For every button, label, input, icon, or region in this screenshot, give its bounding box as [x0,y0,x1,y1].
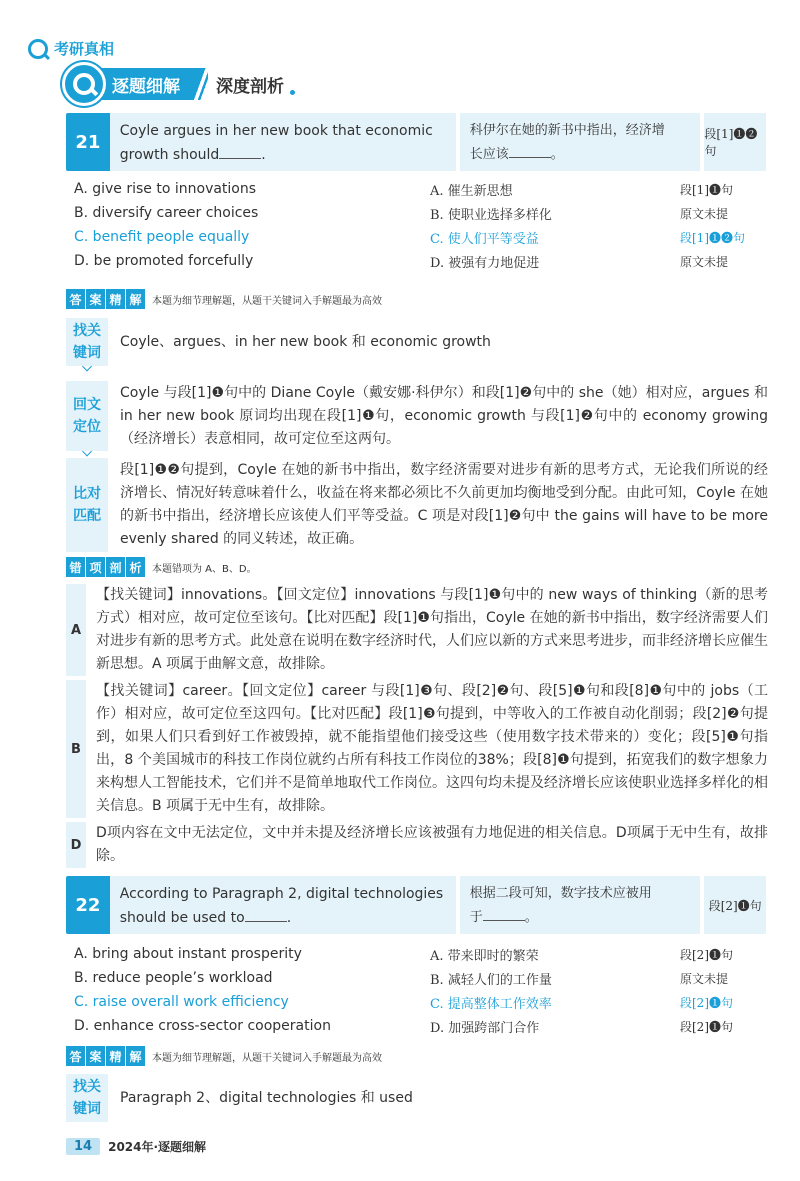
option-en: B. diversify career choices [74,205,259,221]
wrong-option-label: D [66,822,86,868]
banner-char: 答 [66,289,85,309]
option-location: 段[1]❶❷句 [680,230,745,245]
banner-char: 错 [66,557,85,577]
match-row [66,458,768,552]
stem-en-end: . [286,910,292,926]
answer-blank-cn [509,157,551,158]
stem-cn-line2: 长应该 [469,147,509,162]
stem-en-end: . [261,147,266,163]
answer-blank [245,921,287,922]
stem-en-line2: should be used to [119,910,245,926]
option-cn: D. 加强跨部门合作 [430,1020,540,1036]
section-subtitle: 深度剖析 [216,76,284,97]
label-line: 键词 [73,345,101,361]
question-number: 21 [66,113,110,171]
option-en: A. bring about instant prosperity [74,946,302,962]
question-22-options [74,942,764,1038]
keywords-label [66,1074,108,1122]
banner-note: 本题为细节理解题，从题干关键词入手解题最为高效 [152,1052,382,1064]
page-number: 14 [66,1138,100,1155]
option-row-correct [74,990,764,1014]
option-cn: B. 使职业选择多样化 [430,207,552,223]
keywords-row [66,1074,768,1122]
banner-char: 答 [66,1046,85,1066]
stem-en-line1: According to Paragraph 2, digital technologies [119,886,444,902]
option-location: 段[2]❶句 [680,995,733,1010]
magnifier-icon [62,62,106,106]
option-location: 原文未提 [680,206,729,221]
option-en: A. give rise to innovations [74,181,257,197]
keywords-row [66,318,768,366]
banner-char: 解 [126,289,145,309]
decor-dot [290,90,295,95]
question-21-options [74,177,764,273]
option-en: C. benefit people equally [74,229,250,245]
option-location: 原文未提 [680,971,729,986]
label-line: 回文 [73,397,101,413]
question-stem-en [110,113,456,171]
wrong-option-a [66,584,768,676]
option-row [74,1014,764,1038]
keywords-text [108,318,768,366]
wrong-options-banner [66,557,257,577]
banner-char: 项 [86,557,105,577]
stem-cn-line1: 根据二段可知，数字技术应被用 [469,886,652,901]
banner-note: 本题为细节理解题，从题干关键词入手解题最为高效 [152,295,382,307]
question-stem-cn [460,876,701,934]
match-text [108,458,768,552]
option-row [74,249,764,273]
banner-char: 析 [126,557,145,577]
option-en: C. raise overall work efficiency [74,994,289,1010]
stem-cn-line2: 于 [469,910,483,925]
answer-blank [219,158,261,159]
locate-row [66,381,768,451]
chevron-down-icon [82,447,92,457]
wrong-option-label: A [66,584,86,676]
answer-blank-cn [483,920,525,921]
label-line: 找关 [73,323,101,339]
option-en: D. be promoted forcefully [74,253,254,269]
option-location: 段[1]❶句 [680,182,733,197]
question-stem-en [110,876,456,934]
label-line: 键词 [73,1101,101,1117]
wrong-option-label: B [66,680,86,818]
option-cn: B. 减轻人们的工作量 [430,972,552,988]
match-label [66,458,108,552]
search-logo-icon [28,39,48,59]
label-line: 定位 [73,419,101,435]
banner-char: 解 [126,1046,145,1066]
keywords-content: Coyle、argues、in her new book 和 economic growth [120,333,491,350]
keywords-content: Paragraph 2、digital technologies 和 used [120,1089,413,1106]
question-location: 段[1]❶❷句 [704,113,766,171]
page-footer [66,1138,206,1155]
option-en: D. enhance cross-sector cooperation [74,1018,331,1034]
locate-content: Coyle 与段[1]❶句中的 Diane Coyle（戴安娜·科伊尔）和段[1]❷句中的 she（她）相对应，argues 和 in her new book 原词均出现在段[1]❶句，economic growth 与段[1]❷句中的 economy growing（经济增长）表意相同，故可定位至这两句。 [120,384,768,447]
banner-note: 本题错项为 A、B、D。 [152,563,257,575]
option-row [74,177,764,201]
section-title: 逐题细解 [112,76,180,97]
banner-char: 剖 [106,557,125,577]
label-line: 比对 [73,486,101,502]
option-cn: D. 被强有力地促进 [430,255,540,271]
answer-analysis-banner [66,1046,382,1066]
question-location: 段[2]❶句 [704,876,766,934]
brand [28,38,114,59]
question-stem-cn [460,113,701,171]
locate-label [66,381,108,451]
option-location: 段[2]❶句 [680,947,733,962]
option-row [74,966,764,990]
keywords-text [108,1074,768,1122]
locate-text [108,381,768,451]
section-divider [194,68,208,100]
wrong-option-text: D项内容在文中无法定位，文中并未提及经济增长应该被强有力地促进的相关信息。D项属于无中生有，故排除。 [96,825,768,864]
option-location: 原文未提 [680,254,729,269]
stem-cn-line1: 科伊尔在她的新书中指出，经济增 [469,123,665,138]
option-row [74,201,764,225]
banner-char: 精 [106,1046,125,1066]
banner-char: 案 [86,289,105,309]
option-row-correct [74,225,764,249]
option-cn: A. 带来即时的繁荣 [430,948,539,964]
banner-char: 精 [106,289,125,309]
wrong-option-text: 【找关键词】career。【回文定位】career 与段[1]❸句、段[2]❷句、段[5]❶句和段[8]❶句中的 jobs（工作）相对应，故可定位至这四句。【比对匹配】段[1]❸句提到，中等收入的工作被自动化削弱；段[2]❷句提到，如果人们只看到好工作被毁掉，就不能指望他们接受这些（使用数字技术带来的）变化；段[5]❶句指出，8 个美国城市的科技工作岗位就约占所有科技工作岗位的38%；段[8]❶句提到，拓宽我们的数字想象力来构想人工智能技术，它们并不是简单地取代工作岗位。这四句均未提及经济增长应该使职业选择多样化的相关信息。B 项属于无中生有，故排除。 [96,683,768,814]
question-22-row [66,876,766,934]
wrong-option-d [66,822,768,868]
option-cn: C. 使人们平等受益 [430,231,539,247]
wrong-option-text: 【找关键词】innovations。【回文定位】innovations 与段[1]❶句中的 new ways of thinking（新的思考方式）相对应，故可定位至该句。【比对匹配】段[1]❶句指出，Coyle 在她的新书中指出，数字经济需要人们对进步有新的思考方式。此处意在说明在数字经济时代，人们应以新的方式来思考进步，而非经济增长应催生新思想。A 项属于曲解文意，故排除。 [96,587,768,672]
section-tab [68,68,194,100]
section-header [68,68,295,100]
wrong-option-b [66,680,768,818]
option-row [74,942,764,966]
label-line: 找关 [73,1079,101,1095]
question-21-row [66,113,766,171]
banner-char: 案 [86,1046,105,1066]
option-en: B. reduce people’s workload [74,970,273,986]
question-number: 22 [66,876,110,934]
stem-en-line2: growth should [119,147,220,163]
option-cn: A. 催生新思想 [430,183,513,199]
match-content: 段[1]❶❷句提到，Coyle 在她的新书中指出，数字经济需要对进步有新的思考方式，无论我们所说的经济增长、情况好转意味着什么，收益在将来都必须比不久前更加均衡地受到分配。由此可知，Coyle 在她的新书中指出，经济增长应该使人们平等受益。C 项是对段[1]❷句中 the gains will have to be more evenly shared 的同义转述，故正确。 [120,462,768,547]
footer-title: 2024年·逐题细解 [108,1140,207,1154]
option-location: 段[2]❶句 [680,1019,733,1034]
stem-cn-end: 。 [550,147,564,162]
stem-cn-end: 。 [524,910,538,925]
label-line: 匹配 [73,508,101,524]
option-cn: C. 提高整体工作效率 [430,996,552,1012]
brand-text: 考研真相 [54,40,115,58]
answer-analysis-banner [66,289,382,309]
keywords-label [66,318,108,366]
stem-en-line1: Coyle argues in her new book that economic [119,123,433,139]
